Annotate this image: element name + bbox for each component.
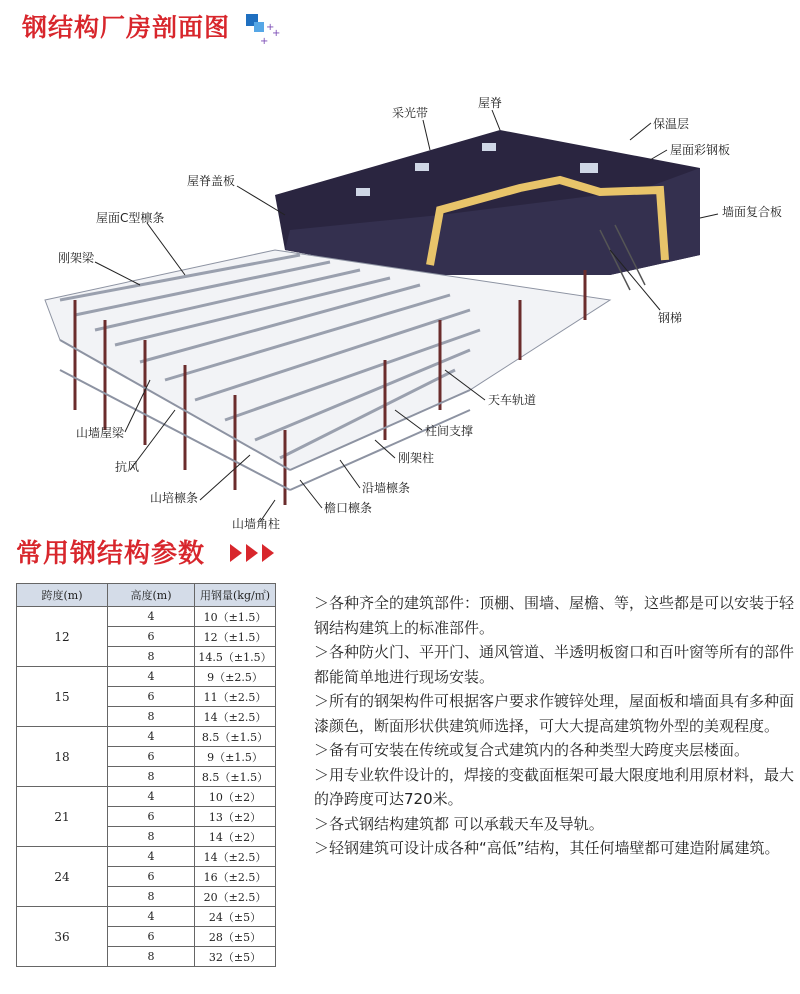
label-column-brace: 柱间支撑 (425, 424, 474, 438)
label-gable-beam: 山墙屋梁 (76, 426, 125, 440)
label-ridge: 屋脊 (478, 96, 503, 110)
span-cell: 24 (17, 847, 108, 907)
svg-text:+: + (260, 36, 269, 47)
height-cell: 8 (108, 827, 195, 847)
height-cell: 6 (108, 867, 195, 887)
feature-item: ＞备有可安装在传统或复合式建筑内的各种类型大跨度夹层楼面。 (314, 741, 750, 759)
steel-cell: 32（±5） (195, 947, 276, 967)
height-cell: 6 (108, 627, 195, 647)
height-cell: 4 (108, 607, 195, 627)
height-cell: 8 (108, 887, 195, 907)
table-row (17, 727, 276, 747)
feature-list (314, 591, 794, 861)
steel-cell: 10（±2） (195, 787, 276, 807)
span-cell: 12 (17, 607, 108, 667)
steel-cell: 14.5（±1.5） (195, 647, 276, 667)
table-row (17, 667, 276, 687)
table-row (17, 607, 276, 627)
span-cell: 36 (17, 907, 108, 967)
steel-cell: 8.5（±1.5） (195, 727, 276, 747)
label-crane-rail: 天车轨道 (488, 393, 537, 407)
title-decoration-icon (246, 14, 286, 48)
feature-item: ＞各式钢结构建筑都 可以承载天车及导轨。 (314, 814, 604, 833)
height-cell: 4 (108, 667, 195, 687)
feature-item: ＞各种防火门、平开门、通风管道、半透明板窗口和百叶窗等所有的部件都能简单地进行现场安装。 (314, 643, 795, 686)
steel-cell: 28（±5） (195, 927, 276, 947)
label-skylight: 采光带 (392, 106, 429, 120)
svg-text:+: + (266, 22, 275, 33)
steel-cell: 13（±2） (195, 807, 276, 827)
height-cell: 6 (108, 747, 195, 767)
svg-text:+: + (272, 28, 281, 39)
steel-cell: 24（±5） (195, 907, 276, 927)
height-cell: 6 (108, 807, 195, 827)
frame-floor (45, 250, 610, 470)
steel-structure-diagram (0, 60, 800, 530)
steel-cell: 10（±1.5） (195, 607, 276, 627)
steel-cell: 14（±2.5） (195, 707, 276, 727)
feature-item: ＞所有的钢架构件可根据客户要求作镀锌处理，屋面板和墙面具有多种面漆颜色，断面形状供建筑师选择，可大大提高建筑物外型的美观程度。 (314, 692, 795, 735)
feature-item: ＞用专业软件设计的，焊接的变截面框架可最大限度地利用原材料，最大的净跨度可达720米。 (314, 765, 795, 808)
header-steel: 用钢量(kg/㎡) (195, 584, 276, 607)
header-span: 跨度(m) (17, 584, 108, 607)
params-table (16, 583, 276, 967)
label-wind-resist: 抗风 (115, 460, 140, 474)
label-roof-c-purlin: 屋面C型檩条 (96, 211, 165, 225)
label-rigid-beam: 刚架梁 (58, 251, 95, 265)
label-wall-composite: 墙面复合板 (722, 205, 783, 219)
height-cell: 4 (108, 847, 195, 867)
page-title: 钢结构厂房剖面图 (22, 13, 231, 42)
feature-item: ＞轻钢建筑可设计成各种“高低”结构，其任何墙壁都可建造附属建筑。 (314, 839, 780, 857)
steel-cell: 14（±2） (195, 827, 276, 847)
table-row (17, 787, 276, 807)
steel-cell: 16（±2.5） (195, 867, 276, 887)
label-steel-ladder: 钢梯 (658, 311, 683, 325)
label-roof-color-plate: 屋面彩钢板 (670, 143, 731, 157)
steel-cell: 14（±2.5） (195, 847, 276, 867)
label-rigid-column: 刚架柱 (398, 451, 435, 465)
height-cell: 8 (108, 947, 195, 967)
label-gable-corner-column: 山墙角柱 (232, 517, 281, 530)
label-side-wall-purlin: 沿墙檩条 (362, 481, 411, 495)
header-height: 高度(m) (108, 584, 195, 607)
height-cell: 4 (108, 787, 195, 807)
steel-cell: 8.5（±1.5） (195, 767, 276, 787)
steel-cell: 9（±2.5） (195, 667, 276, 687)
label-eave-purlin: 檐口檩条 (324, 501, 373, 515)
params-title: 常用钢结构参数 (16, 539, 206, 569)
feature-item: ＞各种齐全的建筑部件：顶棚、围墙、屋檐、等，这些都是可以安装于轻钢结构建筑上的标准部件。 (314, 594, 795, 637)
height-cell: 6 (108, 927, 195, 947)
steel-cell: 11（±2.5） (195, 687, 276, 707)
triple-arrow-icon (230, 542, 280, 564)
table-row (17, 907, 276, 927)
span-cell: 15 (17, 667, 108, 727)
table-row (17, 847, 276, 867)
span-cell: 21 (17, 787, 108, 847)
height-cell: 6 (108, 687, 195, 707)
height-cell: 4 (108, 907, 195, 927)
span-cell: 18 (17, 727, 108, 787)
height-cell: 8 (108, 707, 195, 727)
label-ridge-cover: 屋脊盖板 (187, 174, 236, 188)
label-insulation: 保温层 (653, 117, 690, 131)
height-cell: 8 (108, 647, 195, 667)
steel-cell: 12（±1.5） (195, 627, 276, 647)
steel-cell: 9（±1.5） (195, 747, 276, 767)
height-cell: 4 (108, 727, 195, 747)
height-cell: 8 (108, 767, 195, 787)
steel-cell: 20（±2.5） (195, 887, 276, 907)
label-gable-purlin: 山培檩条 (150, 491, 199, 505)
